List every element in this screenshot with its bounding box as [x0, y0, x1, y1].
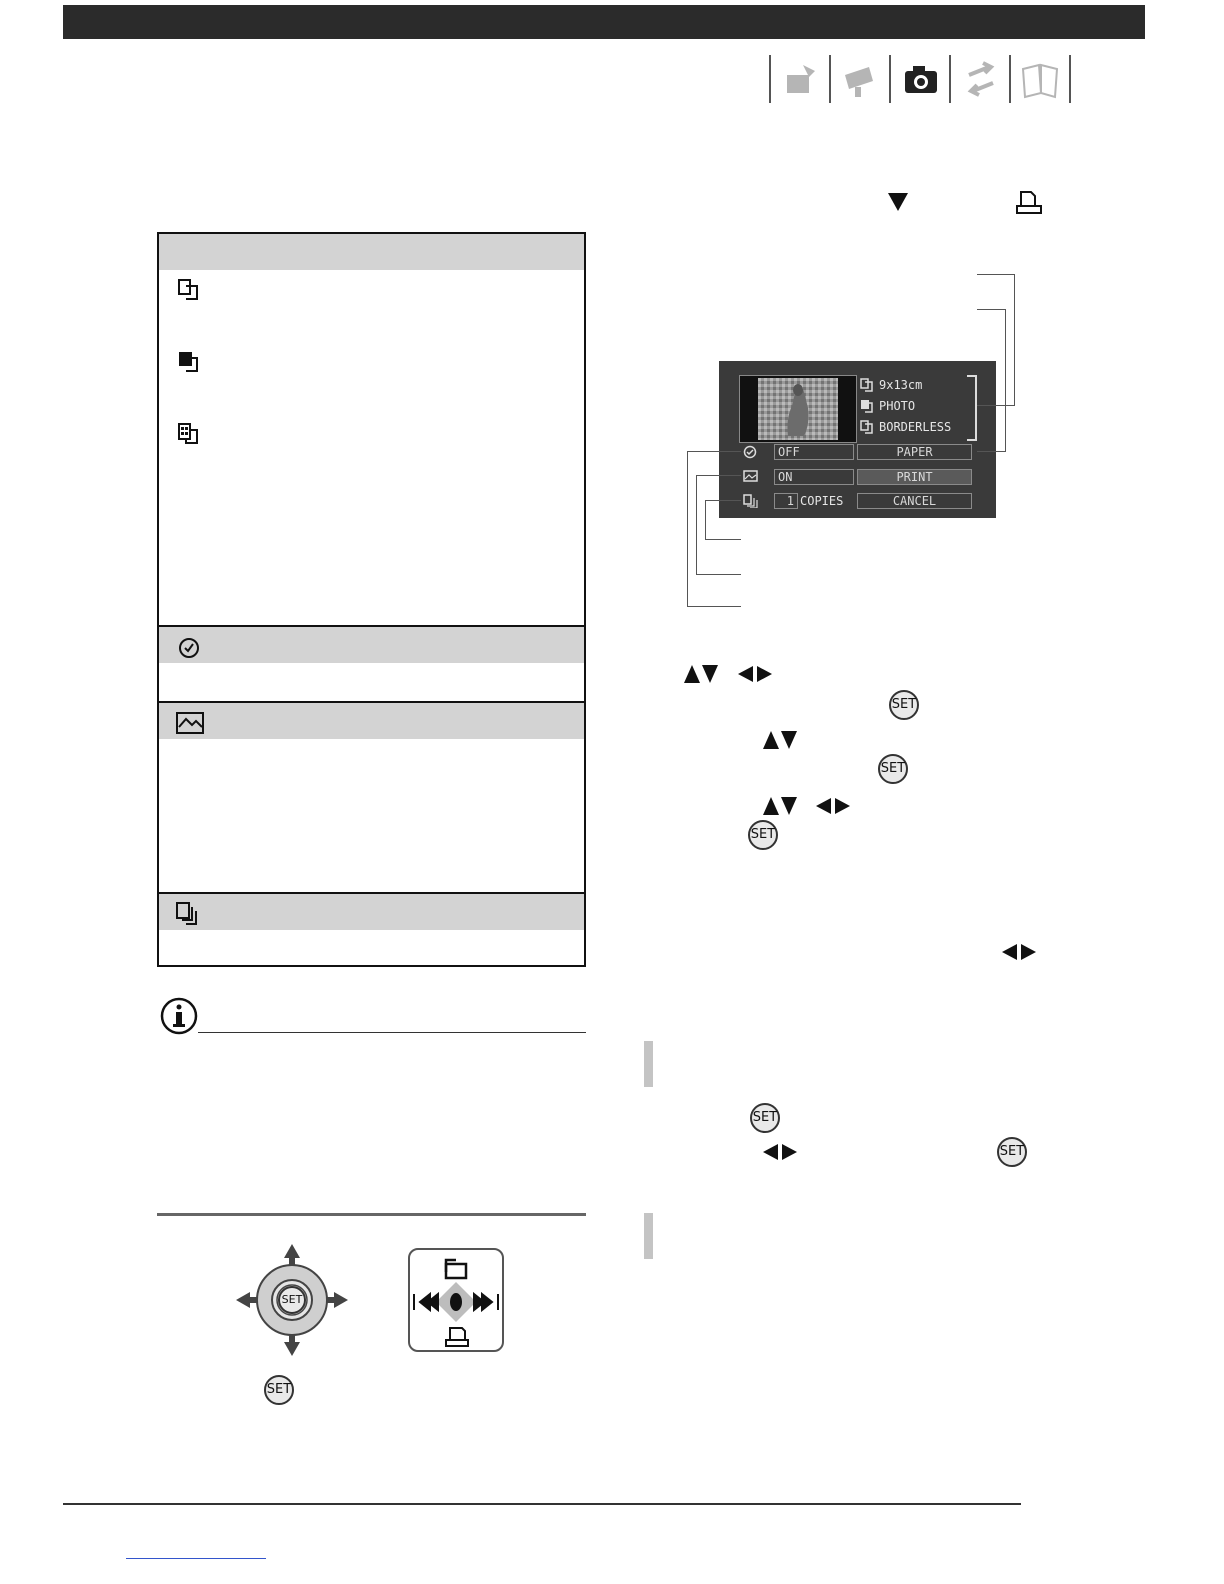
copies-icon — [743, 494, 759, 508]
copies-field[interactable]: 1 — [774, 493, 798, 509]
set-button[interactable]: SET — [997, 1137, 1027, 1167]
callout-paper — [977, 309, 1006, 452]
clock-icon — [177, 636, 201, 660]
lcd-page-layout: BORDERLESS — [879, 420, 952, 434]
page-layout-icon — [860, 420, 874, 434]
footer-rule — [63, 1503, 1021, 1505]
set-button[interactable]: SET — [889, 690, 919, 720]
info-icon — [159, 996, 199, 1036]
set-button[interactable]: SET — [748, 820, 778, 850]
effect-field[interactable]: ON — [774, 469, 854, 485]
footer-link-underline[interactable] — [126, 1558, 266, 1559]
playback-control-panel — [408, 1248, 504, 1352]
joystick-set-button[interactable]: SET — [278, 1286, 306, 1314]
paper-size-icon — [860, 378, 874, 392]
cancel-button[interactable]: CANCEL — [857, 493, 972, 509]
left-right-arrows-icon — [1001, 943, 1037, 961]
settings-bracket — [967, 375, 977, 441]
book-icon — [1009, 55, 1071, 103]
copies-band — [159, 894, 584, 930]
set-button[interactable]: SET — [264, 1375, 294, 1405]
playback-controls-icon — [410, 1250, 502, 1350]
print-icon — [1015, 190, 1043, 216]
kangaroo-photo — [758, 378, 838, 440]
copies-label: COPIES — [800, 494, 844, 508]
clock-icon — [743, 445, 757, 459]
controls-rule — [157, 1213, 586, 1216]
callout-date — [687, 451, 741, 607]
note-rule — [198, 1032, 586, 1033]
up-down-arrows-icon — [762, 730, 798, 750]
print-button[interactable]: PRINT — [857, 469, 972, 485]
date-band — [159, 627, 584, 663]
set-button[interactable]: SET — [878, 754, 908, 784]
section-marker — [644, 1041, 653, 1087]
page-layout-icon — [177, 422, 201, 446]
table-header-band — [159, 234, 584, 270]
up-down-arrows-icon — [683, 664, 719, 684]
copies-icon — [175, 901, 201, 927]
photo-frame — [739, 375, 857, 443]
header-bar — [63, 5, 1145, 39]
transfer-arrows-icon — [949, 55, 1009, 103]
paper-button[interactable]: PAPER — [857, 444, 972, 460]
left-right-arrows-icon — [815, 797, 851, 815]
image-effect-icon — [743, 470, 759, 484]
section-marker — [644, 1213, 653, 1259]
lcd-paper-type: PHOTO — [879, 399, 916, 413]
up-down-arrows-icon — [762, 796, 798, 816]
paper-type-icon — [860, 399, 874, 413]
set-button[interactable]: SET — [750, 1103, 780, 1133]
lcd-paper-size: 9x13cm — [879, 378, 923, 392]
date-field[interactable]: OFF — [774, 444, 854, 460]
lcd-print-screen — [719, 361, 996, 518]
down-triangle-icon — [887, 192, 909, 212]
video-camera-icon — [829, 55, 889, 103]
photo-camera-icon — [889, 55, 949, 103]
left-right-arrows-icon — [762, 1143, 798, 1161]
paper-size-icon — [177, 278, 201, 302]
print-settings-table — [157, 232, 586, 967]
effect-band — [159, 703, 584, 739]
camera-transfer-icon — [769, 55, 829, 103]
image-effect-icon — [175, 711, 207, 737]
left-right-arrows-icon — [737, 665, 773, 683]
paper-type-icon — [177, 350, 201, 374]
